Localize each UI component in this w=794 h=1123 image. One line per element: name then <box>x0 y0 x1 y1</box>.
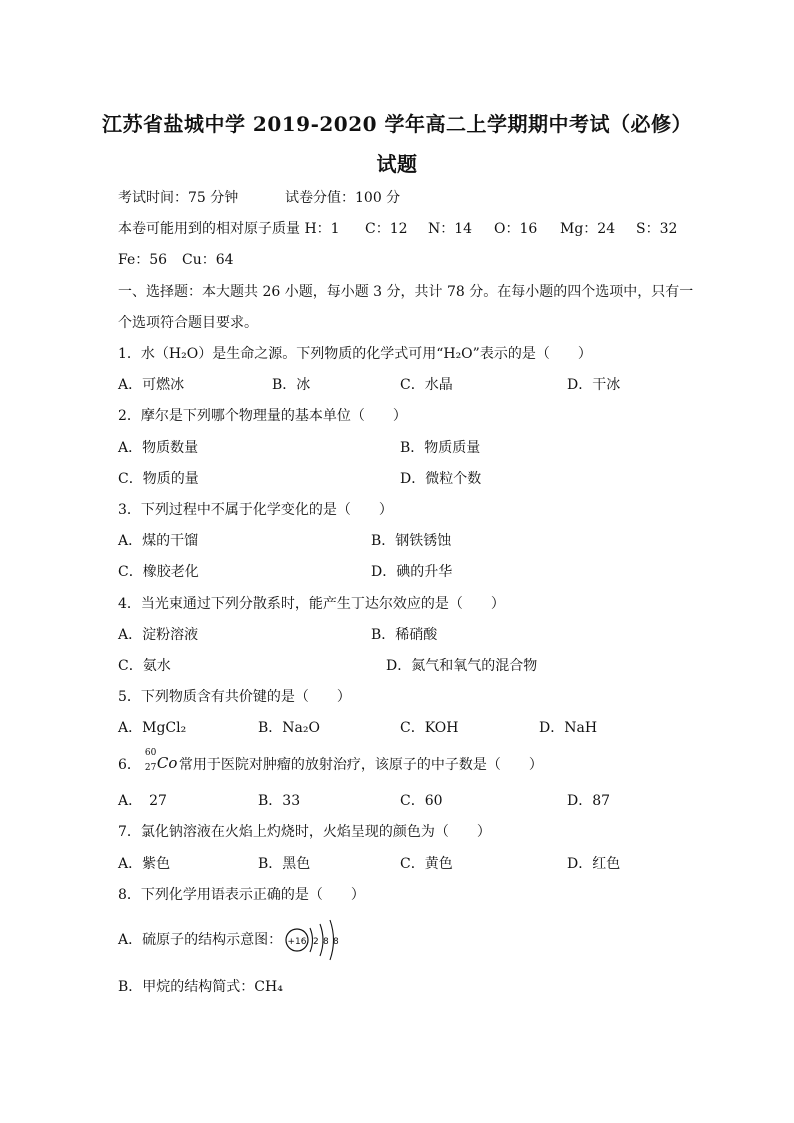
question-5-option-b: B．Na₂O <box>258 720 320 736</box>
question-7-option-c: C．黄色 <box>400 856 453 872</box>
question-4-stem: 4．当光束通过下列分散系时，能产生丁达尔效应的是（ ） <box>118 596 505 612</box>
section-instructions: 一、选择题：本大题共 26 小题，每小题 3 分，共计 78 分。在每小题的四个选项中，只有一 <box>118 284 694 300</box>
question-3-option-a: A．煤的干馏 <box>118 533 199 549</box>
question-2-option-a: A．物质数量 <box>118 440 199 456</box>
mass-s: S：32 <box>636 221 678 237</box>
nuclide-atomic-number: 27 <box>144 763 157 773</box>
question-8-option-a-text: A．硫原子的结构示意图： <box>118 932 283 948</box>
question-8-stem: 8．下列化学用语表示正确的是（ ） <box>118 887 365 903</box>
exam-time: 考试时间：75 分钟 <box>118 190 239 206</box>
shell-1-count: 2 <box>313 937 319 947</box>
question-6-stem <box>118 748 543 774</box>
section-instructions-cont: 个选项符合题目要求。 <box>118 315 258 331</box>
question-6-stem-text: 常用于医院对肿瘤的放射治疗，该原子的中子数是（ ） <box>178 757 543 773</box>
question-1-stem: 1．水（H₂O）是生命之源。下列物质的化学式可用“H₂O”表示的是（ ） <box>118 346 592 362</box>
shell-3-count: 8 <box>333 937 339 947</box>
question-1-option-a: A．可燃冰 <box>118 377 185 393</box>
question-6-number: 6． <box>118 757 141 773</box>
question-1-option-b: B．冰 <box>272 377 311 393</box>
mass-mg: Mg：24 <box>560 221 616 237</box>
question-6-option-a: A． 27 <box>118 793 167 809</box>
question-1-option-d: D．干冰 <box>567 377 621 393</box>
question-1-option-c: C．水晶 <box>400 377 453 393</box>
shell-2-count: 8 <box>323 937 329 947</box>
nuclide-mass-number: 60 <box>144 748 157 758</box>
question-8-option-b: B．甲烷的结构简式：CH₄ <box>118 979 283 995</box>
exam-title: 江苏省盐城中学 2019-2020 学年高二上学期期中考试（必修） <box>101 112 693 136</box>
question-4-option-b: B．稀硝酸 <box>371 627 438 643</box>
mass-o: O：16 <box>494 221 538 237</box>
sulfur-atom-structure-diagram <box>284 918 344 962</box>
mass-fe: Fe：56 <box>118 252 168 268</box>
question-2-option-d: D．微粒个数 <box>400 471 482 487</box>
question-8-option-a <box>118 918 344 962</box>
question-5-option-d: D．NaH <box>539 720 598 736</box>
question-4-option-d: D．氮气和氧气的混合物 <box>386 658 538 674</box>
question-2-stem: 2．摩尔是下列哪个物理量的基本单位（ ） <box>118 408 407 424</box>
mass-n: N：14 <box>428 221 473 237</box>
question-5-option-c: C．KOH <box>400 720 459 736</box>
mass-cu: Cu：64 <box>182 252 234 268</box>
question-6-option-c: C．60 <box>400 793 443 809</box>
question-5-option-a: A．MgCl₂ <box>118 720 187 736</box>
question-7-option-b: B．黑色 <box>258 856 311 872</box>
question-6-option-b: B．33 <box>258 793 301 809</box>
cobalt-nuclide <box>144 748 179 773</box>
question-3-option-d: D．碘的升华 <box>371 564 453 580</box>
total-score: 试卷分值：100 分 <box>285 190 401 206</box>
exam-subtitle: 试题 <box>376 152 418 176</box>
question-7-option-d: D．红色 <box>567 856 621 872</box>
question-4-option-a: A．淀粉溶液 <box>118 627 199 643</box>
question-3-option-c: C．橡胶老化 <box>118 564 199 580</box>
question-3-option-b: B．钢铁锈蚀 <box>371 533 452 549</box>
nucleus-charge-label: +16 <box>287 937 307 947</box>
question-4-option-c: C．氨水 <box>118 658 171 674</box>
question-5-stem: 5．下列物质含有共价键的是（ ） <box>118 689 351 705</box>
question-2-option-c: C．物质的量 <box>118 471 199 487</box>
mass-c: C：12 <box>365 221 408 237</box>
atomic-mass-label: 本卷可能用到的相对原子质量 H：1 <box>118 221 340 237</box>
nuclide-symbol: Co <box>156 754 178 772</box>
question-6-option-d: D．87 <box>567 793 611 809</box>
question-2-option-b: B．物质质量 <box>400 440 481 456</box>
question-7-stem: 7．氯化钠溶液在火焰上灼烧时，火焰呈现的颜色为（ ） <box>118 824 491 840</box>
question-3-stem: 3．下列过程中不属于化学变化的是（ ） <box>118 502 393 518</box>
question-7-option-a: A．紫色 <box>118 856 171 872</box>
